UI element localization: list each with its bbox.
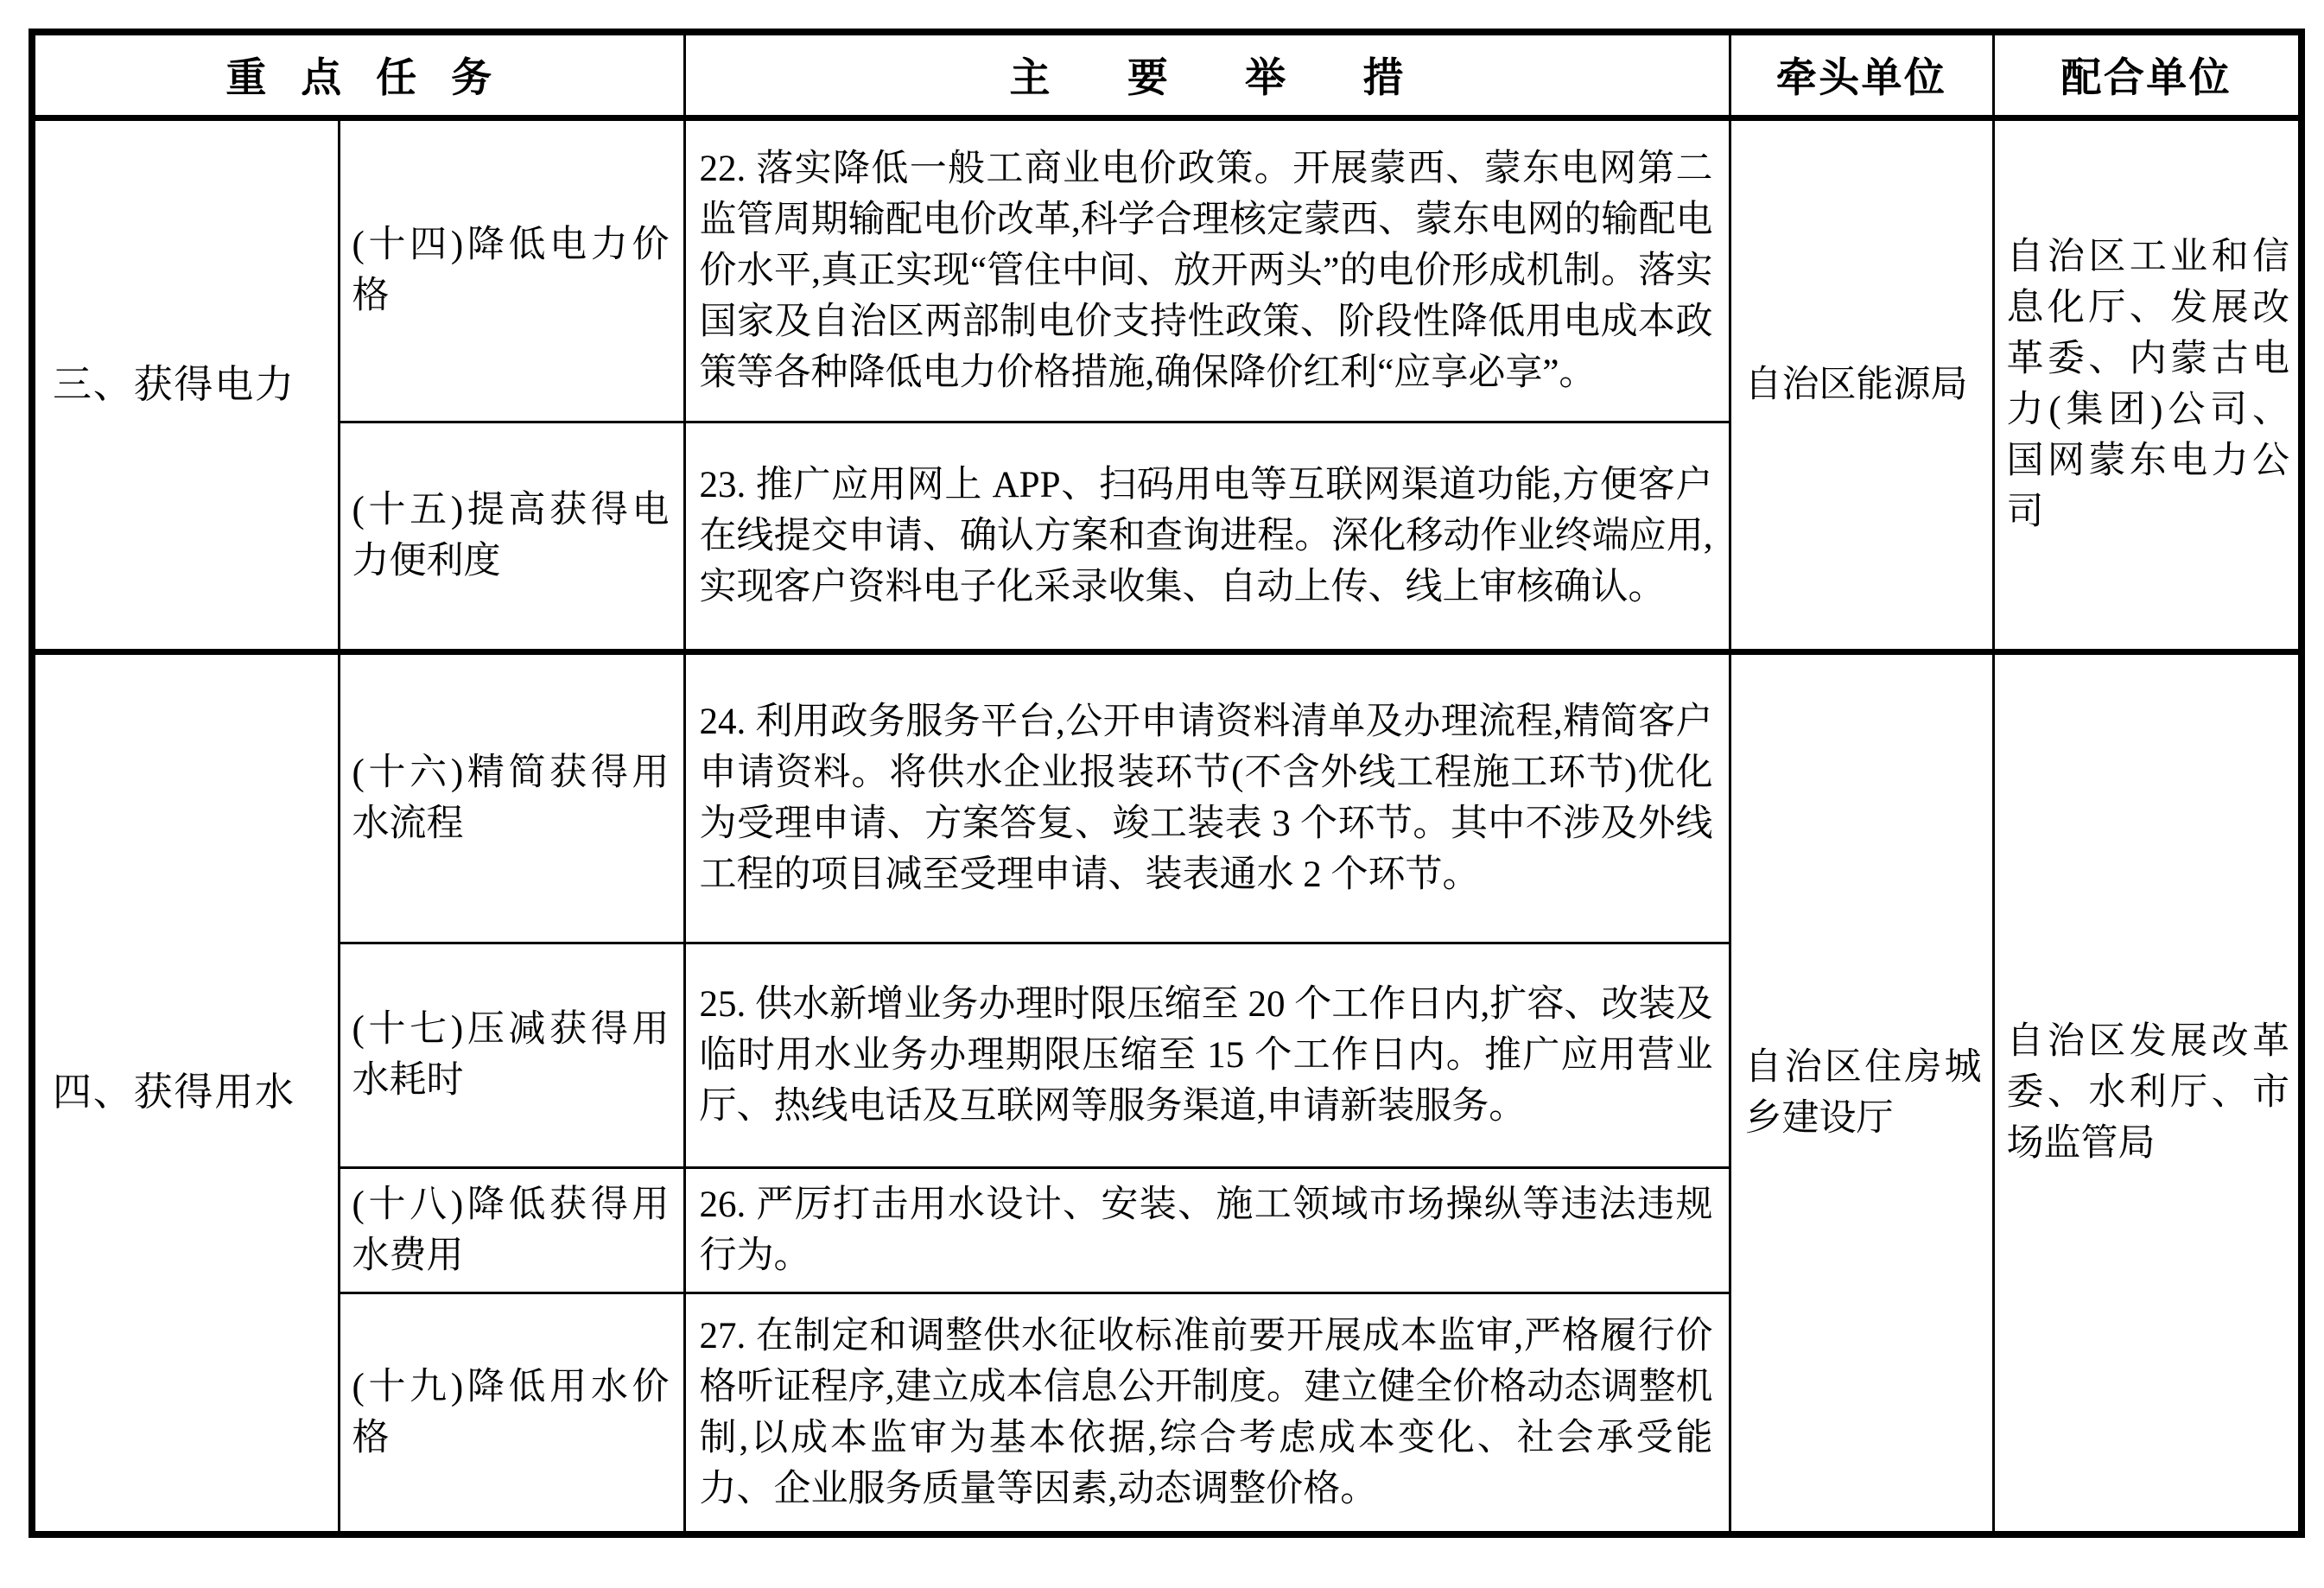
section-3-lead-unit: 自治区能源局 xyxy=(1730,118,1993,651)
task-16-label: (十六)精简获得用水流程 xyxy=(339,651,684,943)
task-17-label: (十七)压减获得用水耗时 xyxy=(339,943,684,1167)
task-19-label: (十九)降低用水价格 xyxy=(339,1293,684,1534)
header-main-measures: 主要举措 xyxy=(684,32,1730,118)
table-row xyxy=(32,118,2302,422)
measure-23-text: 23. 推广应用网上 APP、扫码用电等互联网渠道功能,方便客户在线提交申请、确认方案和查询进程。深化移动作业终端应用,实现客户资料电子化采录收集、自动上传、线上审核确认。 xyxy=(684,422,1730,651)
measure-24-text: 24. 利用政务服务平台,公开申请资料清单及办理流程,精简客户申请资料。将供水企业报装环节(不含外线工程施工环节)优化为受理申请、方案答复、竣工装表 3 个环节。其中不涉及外线工程的项目减至受理申请、装表通水 2 个环节。 xyxy=(684,651,1730,943)
header-key-tasks: 重点任务 xyxy=(32,32,684,118)
section-3-electricity-label: 三、获得电力 xyxy=(32,118,339,651)
key-tasks-table xyxy=(29,29,2305,1538)
section-4-water-label: 四、获得用水 xyxy=(32,651,339,1534)
measure-26-text: 26. 严厉打击用水设计、安装、施工领域市场操纵等违法违规行为。 xyxy=(684,1167,1730,1293)
task-18-label: (十八)降低获得用水费用 xyxy=(339,1167,684,1293)
table-row xyxy=(32,651,2302,943)
header-support-unit: 配合单位 xyxy=(1993,32,2302,118)
measure-27-text: 27. 在制定和调整供水征收标准前要开展成本监审,严格履行价格听证程序,建立成本信息公开制度。建立健全价格动态调整机制,以成本监审为基本依据,综合考虑成本变化、社会承受能力、企业服务质量等因素,动态调整价格。 xyxy=(684,1293,1730,1534)
task-15-label: (十五)提高获得电力便利度 xyxy=(339,422,684,651)
measure-22-text: 22. 落实降低一般工商业电价政策。开展蒙西、蒙东电网第二监管周期输配电价改革,科学合理核定蒙西、蒙东电网的输配电价水平,真正实现“管住中间、放开两头”的电价形成机制。落实国家及自治区两部制电价支持性政策、阶段性降低用电成本政策等各种降低电力价格措施,确保降价红利“应享必享”。 xyxy=(684,118,1730,422)
section-4-lead-unit: 自治区住房城乡建设厅 xyxy=(1730,651,1993,1534)
section-4-support-units: 自治区发展改革委、水利厅、市场监管局 xyxy=(1993,651,2302,1534)
measure-25-text: 25. 供水新增业务办理时限压缩至 20 个工作日内,扩容、改装及临时用水业务办理期限压缩至 15 个工作日内。推广应用营业厅、热线电话及互联网等服务渠道,申请新装服务。 xyxy=(684,943,1730,1167)
header-lead-unit: 牵头单位 xyxy=(1730,32,1993,118)
task-14-label: (十四)降低电力价格 xyxy=(339,118,684,422)
table-header-row xyxy=(32,32,2302,118)
section-3-support-units: 自治区工业和信息化厅、发展改革委、内蒙古电力(集团)公司、国网蒙东电力公司 xyxy=(1993,118,2302,651)
